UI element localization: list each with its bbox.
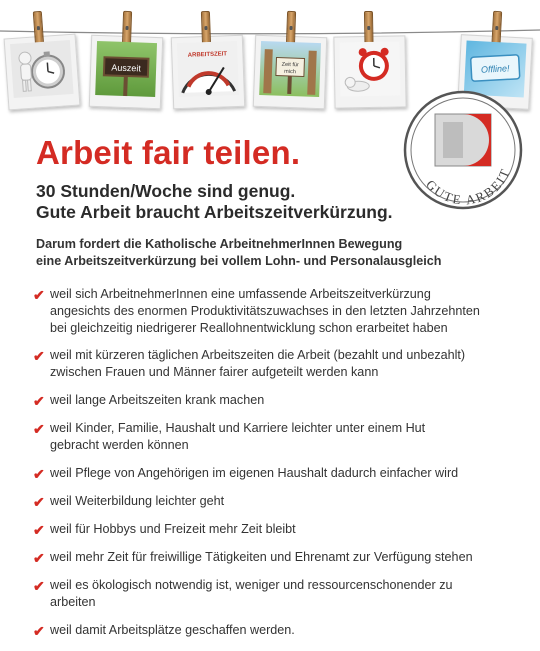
time-dial-icon	[177, 41, 239, 97]
subheading	[36, 181, 393, 223]
photo-arbeitszeit	[171, 35, 245, 109]
reason-line: weil lange Arbeitszeiten krank machen	[50, 393, 265, 407]
svg-text:Auszeit: Auszeit	[111, 62, 142, 74]
reason-item	[30, 622, 530, 639]
checkmark-icon: ✔	[33, 348, 45, 364]
clothespin-icon	[33, 11, 44, 46]
reason-line: weil Weiterbildung leichter geht	[50, 494, 225, 508]
svg-text:GUTE ARBEIT: GUTE ARBEIT	[423, 165, 514, 208]
clothespin-icon	[122, 11, 132, 45]
photo-auszeit	[89, 35, 163, 109]
reason-line: weil es ökologisch notwendig ist, weniger und ressourcenschonender zu	[50, 578, 453, 592]
reason-line: weil mehr Zeit für freiwillige Tätigkeiten und Ehrenamt zur Verfügung stehen	[50, 550, 473, 564]
reason-item	[30, 420, 530, 454]
reason-item	[30, 392, 530, 409]
reason-line: weil Kinder, Familie, Haushalt und Karriere leichter unter einem Hut	[50, 421, 426, 435]
svg-text:ARBEITSZEIT: ARBEITSZEIT	[187, 51, 228, 59]
clothespin-icon	[201, 11, 211, 45]
photo-stopwatch	[4, 34, 81, 111]
clothespin-icon	[364, 11, 374, 45]
reason-item	[30, 521, 530, 538]
svg-text:mich: mich	[284, 68, 296, 76]
svg-text:Offline!: Offline!	[480, 63, 510, 75]
intro-line: eine Arbeitszeitverkürzung bei vollem Lohn- und Personalausgleich	[36, 254, 442, 268]
clothespin-icon	[286, 11, 296, 45]
reason-line: weil Pflege von Angehörigen im eigenen Haushalt dadurch einfacher wird	[50, 466, 459, 480]
reason-line: angesichts des enormen Produktivitätszuwachses in den letzten Jahrzehnten	[50, 304, 480, 318]
checkmark-icon: ✔	[33, 287, 45, 303]
reason-line: weil damit Arbeitsplätze geschaffen werden.	[50, 623, 295, 637]
checkmark-icon: ✔	[33, 494, 45, 510]
subheading-line: Gute Arbeit braucht Arbeitszeitverkürzung.	[36, 202, 393, 222]
reason-item	[30, 347, 530, 381]
gute-arbeit-stamp	[393, 88, 533, 216]
reason-item	[30, 286, 530, 337]
garden-sign-icon	[259, 41, 321, 97]
page-title: Arbeit fair teilen.	[36, 134, 301, 171]
reason-line: bei gleichzeitig niedrigerer Reallohnentwicklung schon erarbeitet haben	[50, 321, 448, 335]
reason-item	[30, 493, 530, 510]
reasons-list	[30, 286, 530, 639]
reason-item	[30, 549, 530, 566]
stopwatch-figure-icon	[10, 40, 74, 98]
checkmark-icon: ✔	[33, 522, 45, 538]
reason-line: gebracht werden können	[50, 438, 189, 452]
reason-line: weil für Hobbys und Freizeit mehr Zeit bleibt	[50, 522, 296, 536]
reason-item	[30, 577, 530, 611]
kab-logo-icon	[435, 114, 491, 166]
intro-line: Darum fordert die Katholische ArbeitnehmerInnen Bewegung	[36, 237, 403, 251]
checkmark-icon: ✔	[33, 550, 45, 566]
reason-line: weil mit kürzeren täglichen Arbeitszeiten die Arbeit (bezahlt und unbezahlt)	[50, 348, 466, 362]
reason-item	[30, 465, 530, 482]
checkmark-icon: ✔	[33, 578, 45, 594]
alarm-clock-figure-icon	[339, 41, 400, 96]
checkmark-icon: ✔	[33, 421, 45, 437]
intro-text	[36, 236, 441, 270]
reason-line: weil sich ArbeitnehmerInnen eine umfassende Arbeitszeitverkürzung	[50, 287, 431, 301]
photo-zeit-fuer-mich	[253, 35, 327, 109]
clothespin-icon	[491, 11, 502, 45]
subheading-line: 30 Stunden/Woche sind genug.	[36, 181, 296, 201]
checkmark-icon: ✔	[33, 466, 45, 482]
checkmark-icon: ✔	[33, 623, 45, 639]
reason-line: zwischen Frauen und Männer fairer aufgeteilt werden kann	[50, 365, 379, 379]
reason-line: arbeiten	[50, 595, 96, 609]
svg-text:Zeit für: Zeit für	[281, 61, 299, 69]
checkmark-icon: ✔	[33, 393, 45, 409]
auszeit-sign-icon	[95, 41, 157, 97]
